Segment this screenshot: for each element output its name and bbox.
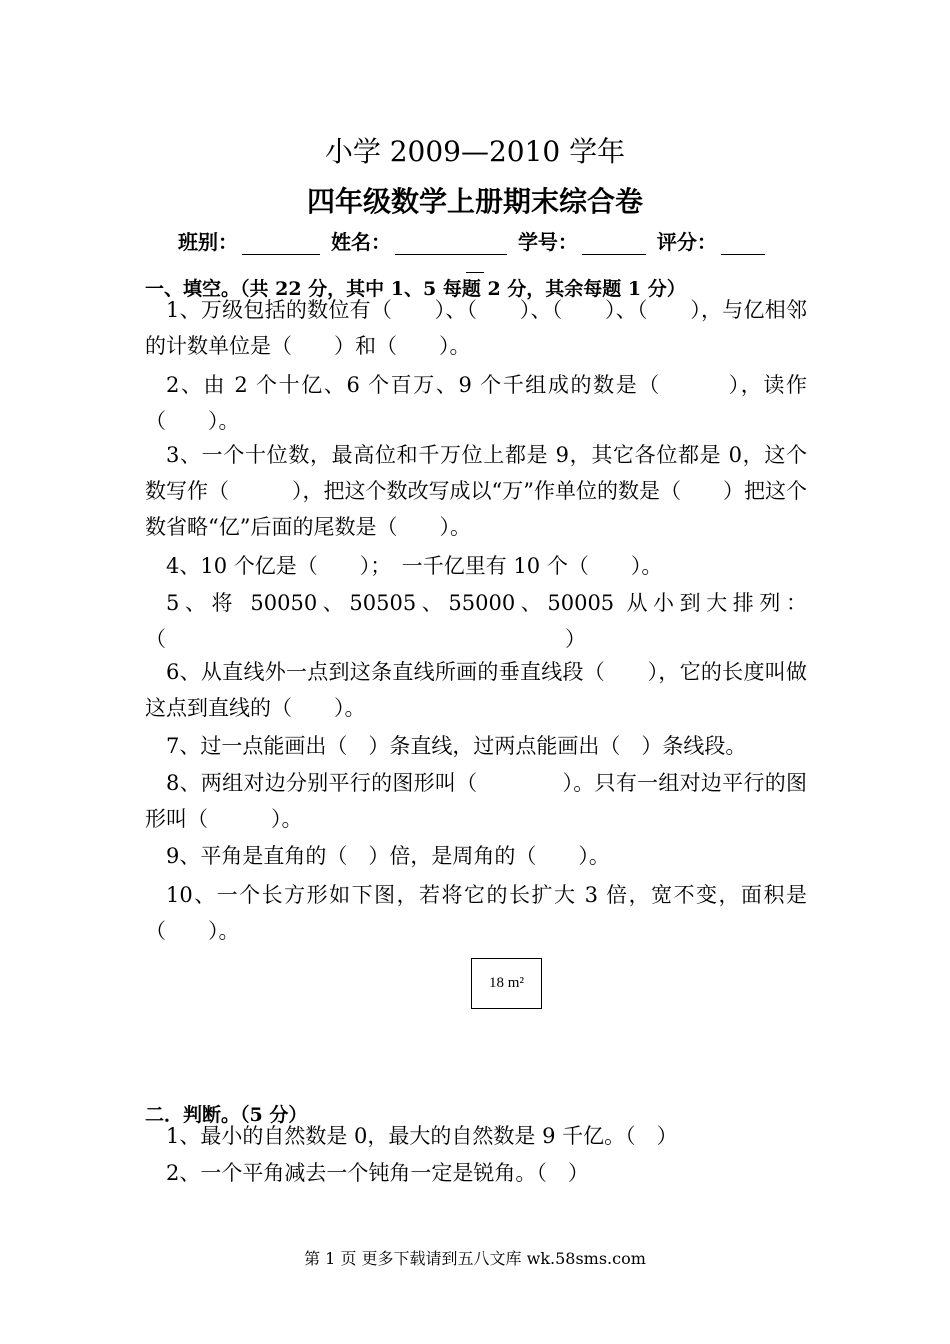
student-info-row <box>178 226 765 255</box>
question-1-6: 6、从直线外一点到这条直线所画的垂直线段（ ），它的长度叫做这点到直线的（ ）。 <box>145 660 807 720</box>
question-1-8: 8、两组对边分别平行的图形叫（ ）。只有一组对边平行的图形叫（ ）。 <box>145 771 807 831</box>
page-footer: 第 1 页 更多下载请到五八文库 wk.58sms.com <box>304 1249 646 1268</box>
question-1-4: 4、10 个亿是（ ）； 一千亿里有 10 个（ ）。 <box>166 554 663 578</box>
question-1-9: 9、平角是直角的（ ）倍，是周角的（ ）。 <box>166 844 610 868</box>
score-blank <box>721 234 765 255</box>
title-line-1: 小学 2009—2010 学年 <box>324 135 626 168</box>
name-blank <box>395 234 507 255</box>
section-1-heading: 一、填空。（共 22 分，其中 1、5 每题 2 分，其余每题 1 分） <box>145 278 686 300</box>
class-blank <box>242 234 320 255</box>
section-2-heading: 二．判断。（5 分） <box>145 1104 308 1126</box>
id-blank <box>582 234 646 255</box>
decorative-dash <box>466 272 484 273</box>
question-1-7: 7、过一点能画出（ ）条直线，过两点能画出（ ）条线段。 <box>166 734 747 758</box>
question-1-3: 3、一个十位数，最高位和千万位上都是 9，其它各位都是 0，这个数写作（ ），把这个数改写成以“万”作单位的数是（ ）把这个数省略“亿”后面的尾数是（ ）。 <box>145 443 807 539</box>
class-label: 班别： <box>178 230 238 254</box>
name-label: 姓名： <box>330 230 391 254</box>
question-1-1: 1、万级包括的数位有（ ）、（ ）、（ ）、（ ），与亿相邻的计数单位是（ ）和（ ）。 <box>145 298 807 358</box>
question-1-10: 10、一个长方形如下图，若将它的长扩大 3 倍，宽不变，面积是（ ）。 <box>145 883 807 943</box>
score-label: 评分： <box>656 230 717 254</box>
rectangle-figure <box>471 958 542 1009</box>
question-2-1: 1、最小的自然数是 0，最大的自然数是 9 千亿。（ ） <box>166 1124 678 1148</box>
question-1-5: 5、将 50050、50505、55000、50005 从小到大排列：（ ） <box>145 591 807 651</box>
id-label: 学号： <box>517 230 578 254</box>
rectangle-area-label: 18 m² <box>489 975 524 991</box>
title-line-2: 四年级数学上册期末综合卷 <box>306 185 643 218</box>
question-2-2: 2、一个平角减去一个钝角一定是锐角。（ ） <box>166 1161 589 1185</box>
question-1-2: 2、由 2 个十亿、6 个百万、9 个千组成的数是（ ），读作（ ）。 <box>145 373 807 433</box>
